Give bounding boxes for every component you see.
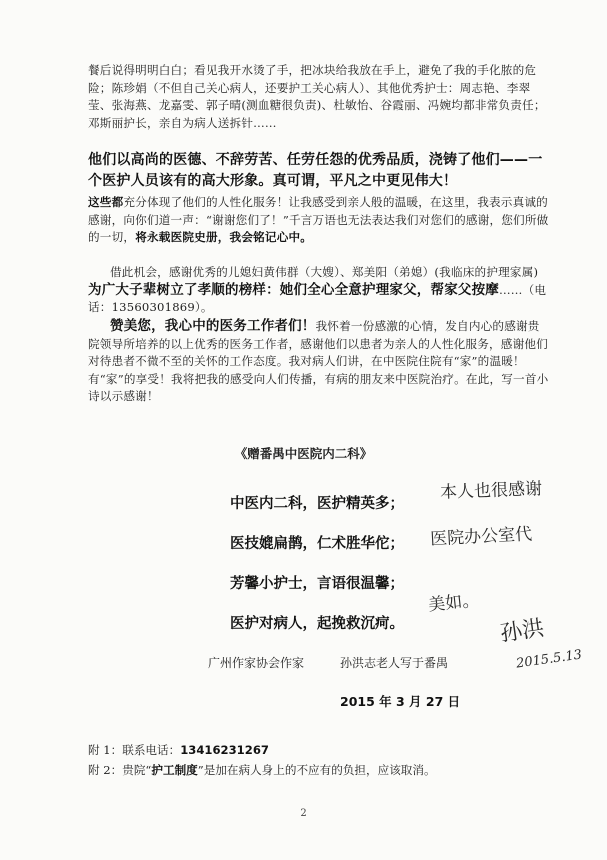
document-date: 2015 年 3 月 27 日 [340,694,461,709]
poem-line-1: 中医内二科，医护精英多； [230,496,404,512]
poem-line-4: 医护对病人，起挽救沉疴。 [230,616,404,632]
paragraph-2-body: 充分体现了他们的人性化服务！让我感受到亲人般的温暖，在这里，我表示真诚的感谢，向你们道一声：“谢谢您们了！”千言万语也无法表达我们对您们的感谢，您们所做的一切， [88,195,549,244]
handwritten-note-3: 美如。 [427,590,481,616]
poem-title: 《赠番禺中医院内二科》 [234,446,373,461]
paragraph-2-end: 将永载医院史册，我会铭记心中。 [135,230,313,244]
handwritten-signature: 孙洪 [498,616,546,647]
paragraph-2-bold: 他们以高尚的医德、不辞劳苦、任劳任怨的优秀品质，浇铸了他们——一个医护人员该有的高大形象。真可谓，平凡之中更见伟大！ [88,152,543,189]
poem-line-3: 芳馨小护士，言语很温馨； [230,576,404,592]
paragraph-2 [88,150,550,247]
author-name: 孙洪志老人写于番禺 [340,656,449,670]
paragraph-3-bold: 为广大子辈树立了孝顺的榜样：她们全心全意护理家父，帮家父按摩 [88,281,499,298]
handwritten-note-1: 本人也很感谢 [439,479,543,503]
handwritten-date: 2015.5.13 [515,647,583,672]
appendix-2-bold: 护工制度 [151,763,198,777]
paragraph-4-bold: 赞美您，我心中的医务工作者们！ [110,318,316,334]
paragraph-4 [88,318,550,406]
appendix-1-label: 附 1：联系电话： [88,743,181,757]
paragraph-1-text: 餐后说得明明白白；看见我开水烫了手，把冰块给我放在手上，避免了我的手化脓的危险；陈珍娟（不但自己关心病人，还要护工关心病人）、其他优秀护士：周志艳、李翠莹、张海燕、龙嘉雯、郭子晴(测血糖很负责)、杜敏怡、谷霞丽、冯婉均都非常负责任；邓斯丽护长，亲自为病人送拆针…… [88,63,546,130]
appendix-1-phone: 13416231267 [180,743,269,757]
paragraph-3-tail: ……（电话：13560301869）。 [88,282,547,314]
paragraph-3 [88,264,550,317]
page-number: 2 [300,808,307,819]
paragraph-1 [88,62,550,132]
handwritten-note-2: 医院办公室代 [429,524,533,550]
appendix-2-label: 附 2：贵院“ [88,763,152,777]
paragraph-3-normal: 借此机会，感谢优秀的儿媳妇黄伟群（大嫂）、郑美阳（弟媳）(我临床的护理家属) [110,265,539,279]
appendix-1 [88,742,269,758]
paragraph-4-body: 我怀着一份感激的心情，发自内心的感谢贵院领导所培养的以上优秀的医务工作者，感谢他们以患者为亲人的人性化服务，感谢他们对待患者不微不至的关怀的工作态度。我对病人们讲，在中医院住院有“家”的温暖！有“家”的享受！我将把我的感受向人们传播，有病的朋友来中医院治疗。在此，写一首小诗以示感谢！ [88,319,549,403]
paragraph-2-prefix: 这些都 [88,195,124,209]
author-org: 广州作家协会作家 [208,656,305,670]
appendix-2-rest: ”是加在病人身上的不应有的负担，应该取消。 [197,763,436,777]
poem-line-2: 医技媲扁鹊，仁术胜华佗； [230,536,404,552]
appendix-2 [88,762,436,778]
